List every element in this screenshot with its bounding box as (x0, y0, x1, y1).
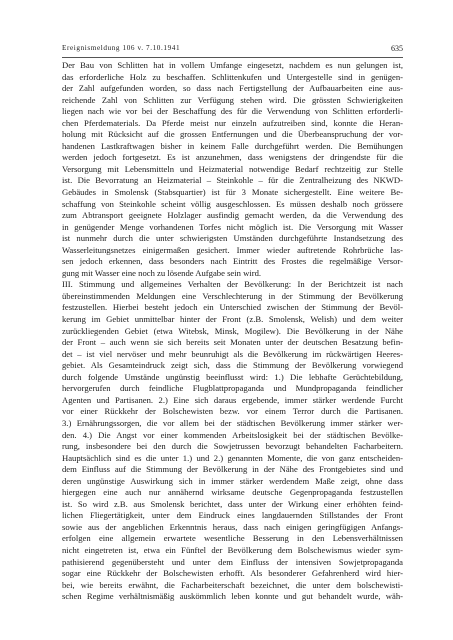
text-line: Hauptsächlich sind es die unter 1.) und 2.) genannten Momente, die von ganz entscheiden- (62, 452, 403, 463)
text-line: det – ist viel nervöser und mehr beunruhigt als die Bevölkerung im rückwärtigen Heeres- (62, 348, 403, 359)
text-line: erfolgen eine allgemein erwartete wesentliche Besserung in den Lebensverhältnissen (62, 533, 403, 544)
text-line: reichende Zahl von Schlitten zur Verfügung stehen wird. Die grössten Schwierigkeiten (62, 94, 403, 105)
text-line: der Front – auch wenn sie sich bereits seit Monaten unter der deutschen Besatzung befin- (62, 337, 403, 348)
text-line: lichen Fliegertätigkeit, unter dem Eindruck eines langdauernden Stillstandes der Front (62, 510, 403, 521)
text-line: dem Einfluss auf die Stimmung der Bevölkerung in der Nähe des Frontgebietes sind und (62, 464, 403, 475)
text-line: zum Abtransport geeignete Holzlager ausfindig gemacht werden, da die Verwendung des (62, 210, 403, 221)
text-line: hervorgerufen durch feindliche Flugblattpropaganda und Mundpropaganda feindlicher (62, 383, 403, 394)
text-line: deren ungünstige Auswirkung sich in immer stärker werdendem Maße zeigt, ohne dass (62, 475, 403, 486)
text-line: durch folgende Umstände ungünstig beeinflusst wird: 1.) Die lebhafte Gerüchtebildung, (62, 371, 403, 382)
header-rule (62, 57, 403, 58)
text-line: Der Bau von Schlitten hat in vollem Umfange eingesetzt, nachdem es nun gelungen ist, (62, 60, 403, 70)
text-line: ist nunmehr durch die unter schwierigsten Umständen durchgeführte Instandsetzung des (62, 233, 403, 244)
text-line: vor einer Rückkehr der Bolschewisten bezw. vor einem Terror durch die Partisanen. (62, 406, 403, 417)
text-line: gebiet. Als Gesamteindruck zeigt sich, dass die Stimmung der Bevölkerung vorwiegend (62, 360, 403, 371)
text-line: schen Regime verhältnismäßig auskömmlich leben konnte und gut behandelt wurde, wäh- (62, 591, 403, 602)
text-line: der Zahl aufgefunden worden, so dass nach Fertigstellung der Aufbauarbeiten eine aus- (62, 83, 403, 94)
text-line: ist. So wird z.B. aus Smolensk berichtet, dass unter der Wirkung einer erhöhten feind- (62, 498, 403, 509)
text-line: sen jedoch erkennen, dass besonders nach Eintritt des Frostes die regelmäßige Versor- (62, 256, 403, 267)
text-line: 3.) Ernährungssorgen, die vor allem bei der städtischen Bevölkerung immer stärker wer- (62, 417, 403, 428)
text-line: Gebäudes in Smolensk (Stabsquartier) ist für 3 Monate sichergestellt. Eine weitere Be- (62, 187, 403, 198)
text-line: gung mit Wasser eine noch zu lösende Aufgabe sein wird. (62, 267, 262, 278)
text-line: sowie aus der angeblichen Erkenntnis heraus, dass nach einigen geringfügigen Anfangs- (62, 521, 403, 532)
text-line: in genügender Menge vorhandenen Torfes nicht möglich ist. Die Versorgung mit Wasser (62, 221, 403, 232)
running-title: Ereignismeldung 106 v. 7.10.1941 (62, 44, 181, 52)
text-line: III. Stimmung und allgemeines Verhalten der Bevölkerung: In der Berichtzeit ist nach (62, 279, 403, 290)
text-line: den. 4.) Die Angst vor einer kommenden Arbeitslosigkeit bei der städtischen Bevölke- (62, 429, 403, 440)
text-line: übereinstimmenden Meldungen eine Verschlechterung in der Stimmung der Bevölkerung (62, 290, 403, 301)
text-line: festzustellen. Hierbei besteht jedoch ein Unterschied zwischen der Stimmung der Bevöl- (62, 302, 403, 313)
text-line: chen Pferdematerials. Da Pferde meist nur einzeln aufzutreiben sind, konnte die Heran- (62, 117, 403, 128)
text-line: handenen Lastkraftwagen bisher in keinem Falle durchgeführt werden. Die Bemühungen (62, 140, 403, 151)
text-line: pathisierend gegenübersteht und unter dem Einfluss der intensiven Sowjetpropaganda (62, 556, 403, 567)
text-line: bei, wie bereits erwähnt, die Facharbeiterschaft bezeichnet, die unter dem bolschewisti- (62, 579, 403, 590)
page-number: 635 (391, 44, 403, 53)
text-line: werden jedoch fortgesetzt. Es ist anzunehmen, dass wenigstens der dringendste für die (62, 152, 403, 163)
text-line: das erforderliche Holz zu beschaffen. Schlittenkufen und Untergestelle sind in genügen- (62, 71, 403, 82)
text-line: holung mit Rücksicht auf die grossen Entfernungen und die Überbeanspruchung der vor- (62, 129, 403, 140)
text-line: kerung im Gebiet unmittelbar hinter der Front (z.B. Smolensk, Welish) und dem weiter (62, 314, 403, 325)
text-line: schaffung von Steinkohle scheint völlig ausgeschlossen. Es müssen deshalb noch grössere (62, 198, 403, 209)
text-line: hiergegen eine auch nur annähernd wirksame deutsche Gegenpropaganda festzustellen (62, 487, 403, 498)
text-line: zurückliegenden Gebiet (etwa Witebsk, Minsk, Mogilew). Die Bevölkerung in der Nähe (62, 325, 403, 336)
text-line: nicht eingetreten ist, etwa ein Fünftel der Bevölkerung dem Bolschewismus wieder sym- (62, 544, 403, 555)
text-line: Versorgung mit Lebensmitteln und Heizmaterial notwendige Bedarf rechtzeitig zur Stelle (62, 163, 403, 174)
text-line: rung, insbesondere bei den durch die Sowjetrussen bevorzugt behandelten Facharbeitern. (62, 441, 403, 452)
text-line: Agenten und Partisanen. 2.) Eine sich daraus ergebende, immer stärker werdende Furcht (62, 394, 403, 405)
text-line: ist. Die Bevorratung an Heizmaterial – Steinkohle – für die Zentralheizung des NKWD- (62, 175, 403, 186)
running-header (0, 44, 403, 56)
text-line: liegen nach wie vor bei der Beschaffung des für die Verwendung von Schlitten erforderli- (62, 106, 403, 117)
text-line: sogar eine Rückkehr der Bolschewisten erhofft. Als besonderer Gefahrenherd wird hier- (62, 568, 403, 579)
body-text (62, 60, 403, 603)
text-line: Wasserleitungsnetzes einigermaßen gesichert. Immer wieder auftretende Rohrbrüche las- (62, 244, 403, 255)
